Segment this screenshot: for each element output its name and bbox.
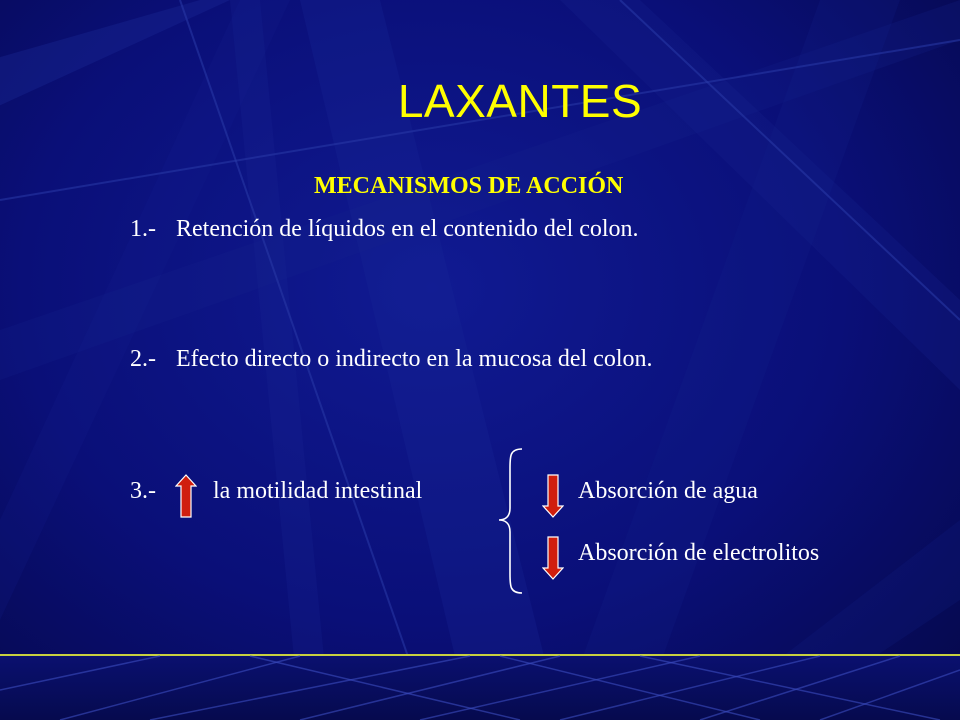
left-brace-icon: [496, 446, 526, 596]
slide-subtitle: MECANISMOS DE ACCIÓN: [314, 173, 624, 199]
item-2-number: 2.-: [130, 346, 156, 372]
effect-1-text: Absorción de agua: [578, 478, 758, 504]
effect-2-text: Absorción de electrolitos: [578, 540, 820, 566]
item-1-number: 1.-: [130, 216, 156, 242]
item-2-text: Efecto directo o indirecto en la mucosa del colon.: [176, 346, 653, 372]
arrow-up-icon: [175, 474, 197, 518]
item-3-text: la motilidad intestinal: [213, 478, 423, 504]
item-3-number: 3.-: [130, 478, 156, 504]
item-1-text: Retención de líquidos en el contenido del colon.: [176, 216, 639, 242]
slide-title: LAXANTES: [397, 75, 643, 127]
arrow-down-icon: [542, 474, 564, 518]
arrow-down-icon: [542, 536, 564, 580]
